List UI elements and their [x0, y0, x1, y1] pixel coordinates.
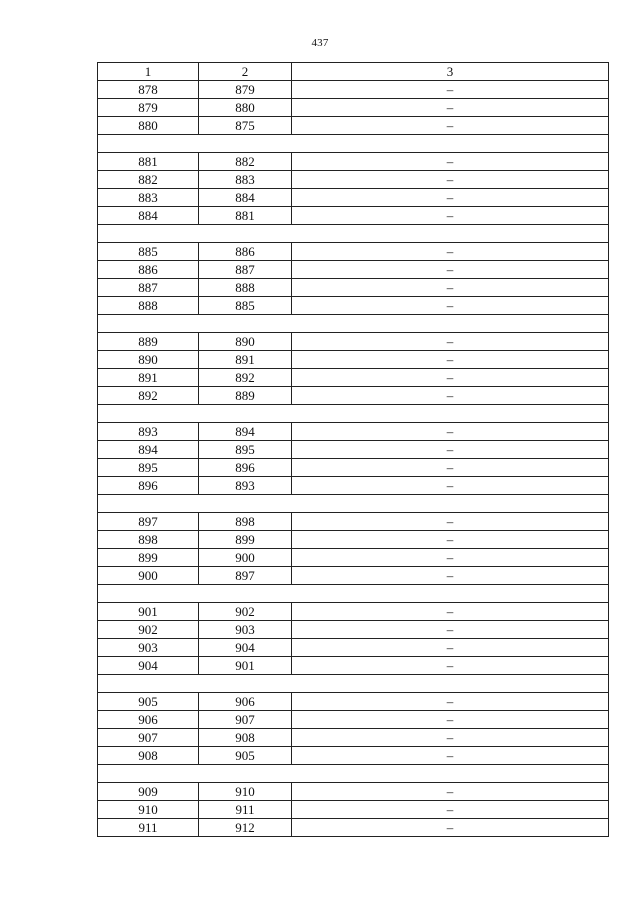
column-header-3: 3 — [292, 63, 609, 81]
cell-col-2: 892 — [199, 369, 292, 387]
cell-col-3: – — [292, 369, 609, 387]
table-row — [98, 621, 609, 639]
separator-cell — [98, 765, 609, 783]
table-row — [98, 513, 609, 531]
group-separator-row — [98, 225, 609, 243]
cell-col-3: – — [292, 783, 609, 801]
table-row — [98, 783, 609, 801]
separator-cell — [98, 135, 609, 153]
table-row — [98, 711, 609, 729]
cell-col-1: 911 — [98, 819, 199, 837]
cell-col-3: – — [292, 189, 609, 207]
group-separator-row — [98, 495, 609, 513]
cell-col-2: 882 — [199, 153, 292, 171]
table-row — [98, 279, 609, 297]
cell-col-3: – — [292, 81, 609, 99]
cell-col-2: 883 — [199, 171, 292, 189]
table-row — [98, 639, 609, 657]
group-separator-row — [98, 585, 609, 603]
table-row — [98, 459, 609, 477]
separator-cell — [98, 315, 609, 333]
cell-col-1: 908 — [98, 747, 199, 765]
table-row — [98, 153, 609, 171]
cell-col-3: – — [292, 117, 609, 135]
cell-col-3: – — [292, 513, 609, 531]
cell-col-2: 901 — [199, 657, 292, 675]
table-row — [98, 99, 609, 117]
cell-col-1: 888 — [98, 297, 199, 315]
cell-col-2: 886 — [199, 243, 292, 261]
group-separator-row — [98, 405, 609, 423]
cell-col-1: 901 — [98, 603, 199, 621]
cell-col-2: 904 — [199, 639, 292, 657]
cell-col-2: 912 — [199, 819, 292, 837]
cell-col-1: 884 — [98, 207, 199, 225]
cell-col-3: – — [292, 693, 609, 711]
cell-col-2: 893 — [199, 477, 292, 495]
column-header-2: 2 — [199, 63, 292, 81]
cell-col-1: 886 — [98, 261, 199, 279]
cell-col-2: 907 — [199, 711, 292, 729]
cell-col-3: – — [292, 621, 609, 639]
group-separator-row — [98, 315, 609, 333]
cell-col-2: 891 — [199, 351, 292, 369]
table-row — [98, 477, 609, 495]
cell-col-2: 902 — [199, 603, 292, 621]
cell-col-1: 899 — [98, 549, 199, 567]
cell-col-2: 903 — [199, 621, 292, 639]
cell-col-1: 880 — [98, 117, 199, 135]
cell-col-1: 878 — [98, 81, 199, 99]
cell-col-2: 910 — [199, 783, 292, 801]
cell-col-1: 890 — [98, 351, 199, 369]
cell-col-2: 911 — [199, 801, 292, 819]
cell-col-2: 881 — [199, 207, 292, 225]
cell-col-3: – — [292, 423, 609, 441]
table-row — [98, 657, 609, 675]
cell-col-3: – — [292, 243, 609, 261]
cell-col-2: 900 — [199, 549, 292, 567]
group-separator-row — [98, 675, 609, 693]
cell-col-2: 895 — [199, 441, 292, 459]
cell-col-2: 884 — [199, 189, 292, 207]
cell-col-1: 894 — [98, 441, 199, 459]
cell-col-3: – — [292, 657, 609, 675]
cell-col-2: 875 — [199, 117, 292, 135]
cell-col-1: 910 — [98, 801, 199, 819]
cell-col-1: 897 — [98, 513, 199, 531]
table-row — [98, 351, 609, 369]
cell-col-3: – — [292, 153, 609, 171]
table-row — [98, 441, 609, 459]
table-row — [98, 207, 609, 225]
table-row — [98, 387, 609, 405]
page-number: 437 — [311, 37, 329, 49]
cell-col-3: – — [292, 639, 609, 657]
cell-col-3: – — [292, 747, 609, 765]
table-row — [98, 603, 609, 621]
cell-col-3: – — [292, 801, 609, 819]
cell-col-3: – — [292, 261, 609, 279]
cell-col-1: 900 — [98, 567, 199, 585]
cell-col-3: – — [292, 819, 609, 837]
cell-col-3: – — [292, 333, 609, 351]
table-body — [98, 81, 609, 837]
cell-col-3: – — [292, 441, 609, 459]
cell-col-1: 898 — [98, 531, 199, 549]
cell-col-3: – — [292, 297, 609, 315]
cell-col-2: 885 — [199, 297, 292, 315]
cell-col-1: 883 — [98, 189, 199, 207]
cell-col-2: 889 — [199, 387, 292, 405]
cell-col-3: – — [292, 603, 609, 621]
table-row — [98, 693, 609, 711]
cell-col-2: 894 — [199, 423, 292, 441]
table-row — [98, 369, 609, 387]
separator-cell — [98, 675, 609, 693]
cell-col-3: – — [292, 531, 609, 549]
cell-col-2: 896 — [199, 459, 292, 477]
table-row — [98, 819, 609, 837]
cell-col-2: 908 — [199, 729, 292, 747]
cell-col-1: 889 — [98, 333, 199, 351]
cell-col-3: – — [292, 279, 609, 297]
cell-col-2: 897 — [199, 567, 292, 585]
group-separator-row — [98, 135, 609, 153]
cell-col-3: – — [292, 459, 609, 477]
table-row — [98, 423, 609, 441]
cell-col-3: – — [292, 171, 609, 189]
cell-col-1: 893 — [98, 423, 199, 441]
cell-col-2: 888 — [199, 279, 292, 297]
cell-col-1: 892 — [98, 387, 199, 405]
cell-col-1: 885 — [98, 243, 199, 261]
cell-col-2: 905 — [199, 747, 292, 765]
cell-col-1: 909 — [98, 783, 199, 801]
cell-col-1: 905 — [98, 693, 199, 711]
cell-col-2: 879 — [199, 81, 292, 99]
cell-col-1: 882 — [98, 171, 199, 189]
cell-col-3: – — [292, 387, 609, 405]
cell-col-2: 906 — [199, 693, 292, 711]
cell-col-1: 904 — [98, 657, 199, 675]
cell-col-1: 907 — [98, 729, 199, 747]
table-row — [98, 81, 609, 99]
cell-col-1: 887 — [98, 279, 199, 297]
group-separator-row — [98, 765, 609, 783]
table-row — [98, 567, 609, 585]
table-row — [98, 261, 609, 279]
header-row — [98, 63, 609, 81]
cell-col-1: 881 — [98, 153, 199, 171]
table-row — [98, 297, 609, 315]
table-row — [98, 747, 609, 765]
data-table — [97, 62, 609, 837]
separator-cell — [98, 585, 609, 603]
cell-col-2: 899 — [199, 531, 292, 549]
cell-col-1: 896 — [98, 477, 199, 495]
table-row — [98, 801, 609, 819]
cell-col-1: 879 — [98, 99, 199, 117]
cell-col-1: 906 — [98, 711, 199, 729]
cell-col-1: 902 — [98, 621, 199, 639]
cell-col-3: – — [292, 549, 609, 567]
cell-col-2: 890 — [199, 333, 292, 351]
separator-cell — [98, 225, 609, 243]
table-row — [98, 117, 609, 135]
table-row — [98, 189, 609, 207]
table-row — [98, 171, 609, 189]
separator-cell — [98, 495, 609, 513]
cell-col-3: – — [292, 351, 609, 369]
cell-col-3: – — [292, 207, 609, 225]
cell-col-2: 880 — [199, 99, 292, 117]
table-row — [98, 333, 609, 351]
cell-col-3: – — [292, 729, 609, 747]
table-row — [98, 243, 609, 261]
table-row — [98, 729, 609, 747]
cell-col-3: – — [292, 99, 609, 117]
cell-col-3: – — [292, 567, 609, 585]
column-header-1: 1 — [98, 63, 199, 81]
cell-col-1: 903 — [98, 639, 199, 657]
cell-col-1: 895 — [98, 459, 199, 477]
separator-cell — [98, 405, 609, 423]
cell-col-2: 887 — [199, 261, 292, 279]
table-row — [98, 531, 609, 549]
cell-col-1: 891 — [98, 369, 199, 387]
table-row — [98, 549, 609, 567]
cell-col-2: 898 — [199, 513, 292, 531]
cell-col-3: – — [292, 477, 609, 495]
cell-col-3: – — [292, 711, 609, 729]
